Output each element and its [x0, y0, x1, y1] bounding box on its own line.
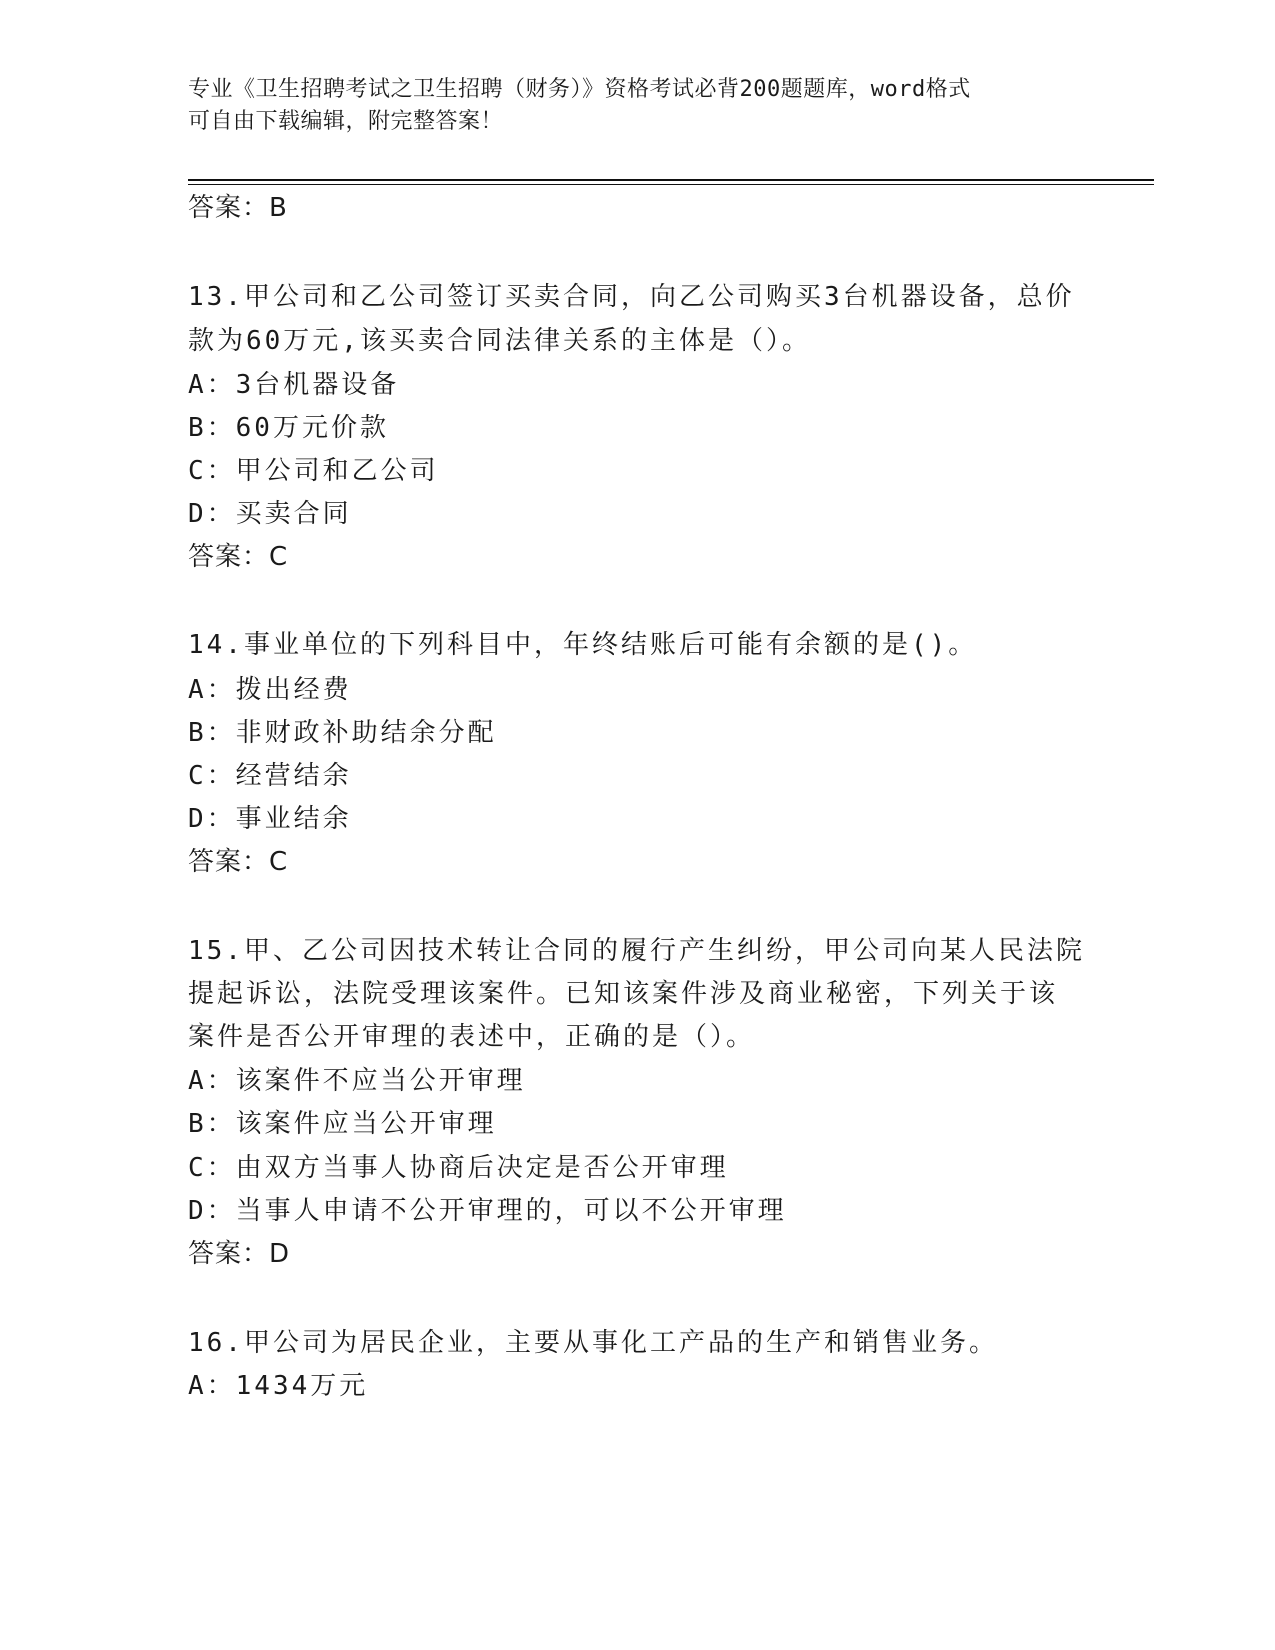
answer-13: 答案：C — [188, 542, 289, 572]
question-15-text-line-1: 15.甲、乙公司因技术转让合同的履行产生纠纷，甲公司向某人民法院 — [188, 936, 1085, 966]
question-14-text: 14.事业单位的下列科目中，年终结账后可能有余额的是()。 — [188, 630, 978, 660]
question-16-option-a: A：1434万元 — [188, 1371, 369, 1401]
header-divider-thick — [188, 179, 1154, 181]
question-13-text-line-1: 13.甲公司和乙公司签订买卖合同，向乙公司购买3台机器设备，总价 — [188, 282, 1075, 312]
answer-14: 答案：C — [188, 847, 289, 877]
answer-15: 答案：D — [188, 1239, 291, 1269]
question-15-option-c: C：由双方当事人协商后决定是否公开审理 — [188, 1153, 729, 1183]
question-14-option-a: A：拨出经费 — [188, 675, 352, 705]
question-15-text-line-2: 提起诉讼，法院受理该案件。已知该案件涉及商业秘密，下列关于该 — [188, 979, 1059, 1009]
question-15-option-a: A：该案件不应当公开审理 — [188, 1066, 526, 1096]
question-15-option-d: D：当事人申请不公开审理的，可以不公开审理 — [188, 1196, 787, 1226]
document-header — [188, 74, 1088, 138]
question-13-option-b: B：60万元价款 — [188, 413, 389, 443]
question-15-option-b: B：该案件应当公开审理 — [188, 1109, 497, 1139]
question-16-text: 16.甲公司为居民企业，主要从事化工产品的生产和销售业务。 — [188, 1328, 998, 1358]
question-14-option-d: D：事业结余 — [188, 804, 352, 834]
question-14-option-c: C：经营结余 — [188, 761, 352, 791]
answer-12: 答案：B — [188, 193, 288, 223]
question-13-option-d: D：买卖合同 — [188, 499, 352, 529]
question-14-option-b: B：非财政补助结余分配 — [188, 718, 497, 748]
question-13-option-c: C：甲公司和乙公司 — [188, 456, 439, 486]
header-line-2: 可自由下载编辑，附完整答案！ — [188, 109, 504, 134]
question-13-option-a: A：3台机器设备 — [188, 370, 400, 400]
question-13-text-line-2: 款为60万元,该买卖合同法律关系的主体是（）。 — [188, 326, 811, 356]
question-15-text-line-3: 案件是否公开审理的表述中，正确的是（）。 — [188, 1022, 756, 1052]
header-divider-thin — [188, 184, 1154, 185]
header-line-1: 专业《卫生招聘考试之卫生招聘（财务）》资格考试必背200题题库，word格式 — [188, 77, 971, 102]
